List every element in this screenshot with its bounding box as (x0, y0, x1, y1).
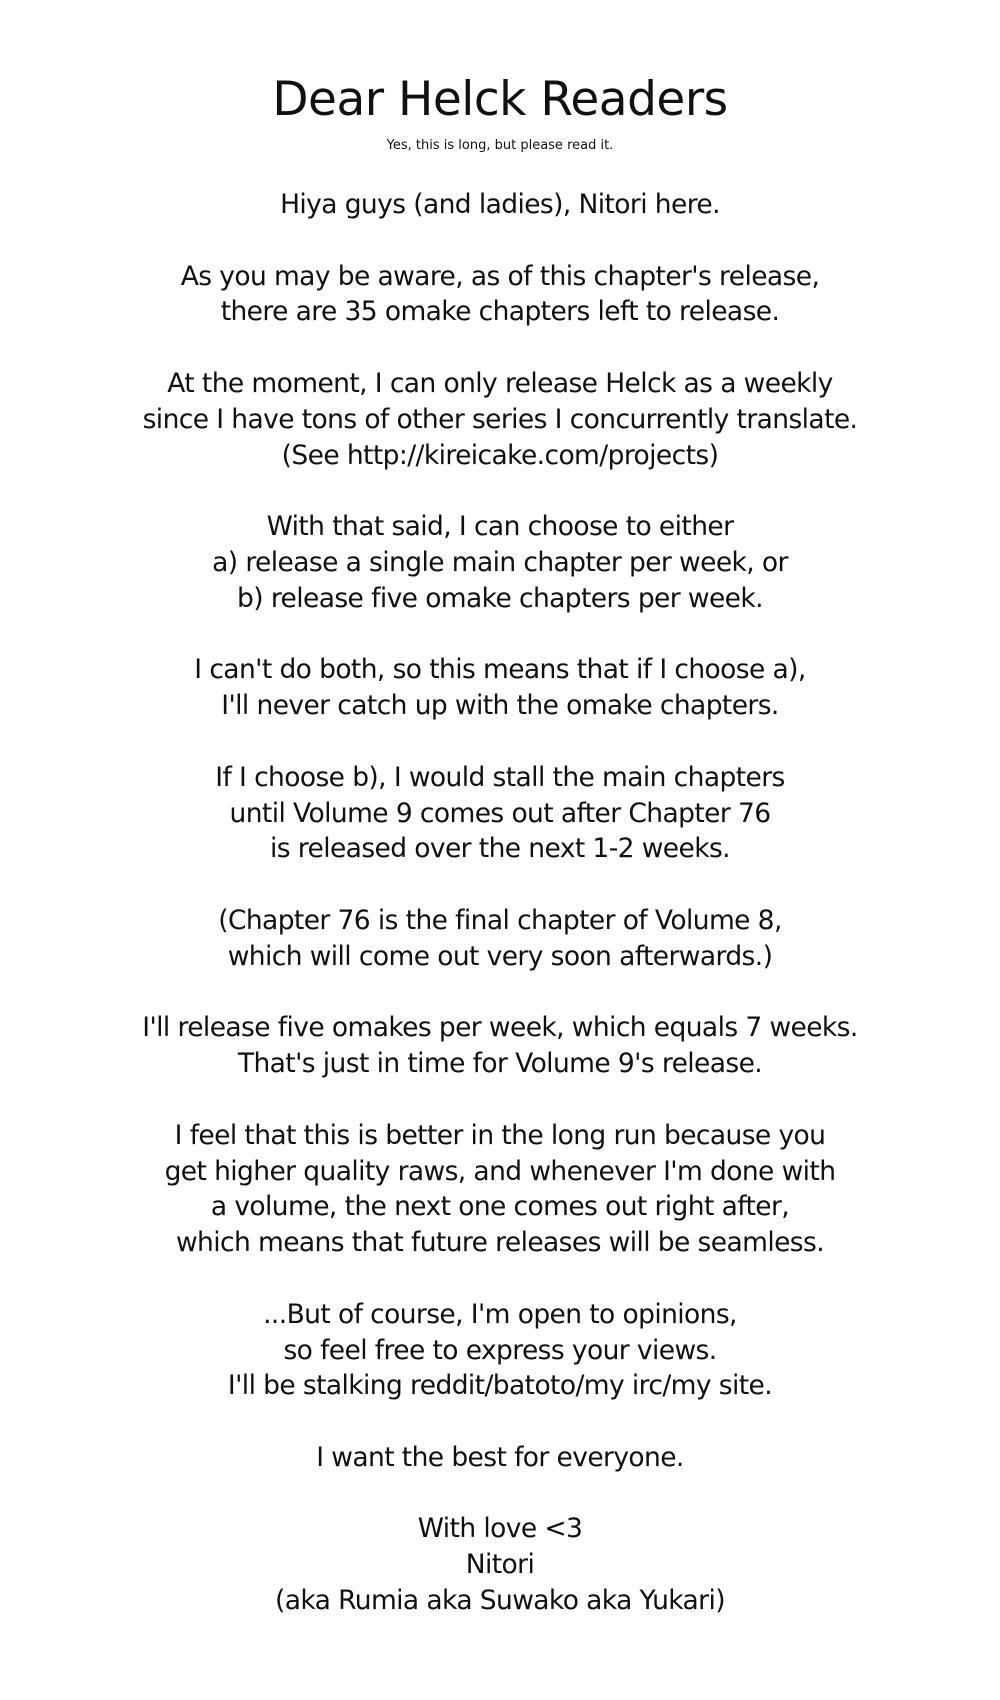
option-b: b) release five omake chapters per week. (237, 582, 763, 614)
text-line: is released over the next 1-2 weeks. (270, 833, 730, 865)
paragraph-best (0, 1440, 1000, 1476)
signature-aliases: (aka Rumia aka Suwako aka Yukari) (275, 1585, 725, 1617)
projects-link-text: (See http://kireicake.com/projects) (281, 439, 719, 471)
text-line: there are 35 omake chapters left to release. (220, 296, 780, 328)
text-line: I can't do both, so this means that if I choose a), (194, 654, 806, 686)
text-line: That's just in time for Volume 9's release. (237, 1048, 763, 1080)
paragraph-omake-count (0, 259, 1000, 331)
paragraph-options (0, 509, 1000, 616)
text-line: (Chapter 76 is the final chapter of Volume 8, (218, 904, 782, 936)
paragraph-schedule (0, 366, 1000, 473)
paragraph-reasoning (0, 1118, 1000, 1261)
text-line: so feel free to express your views. (283, 1334, 717, 1366)
paragraph-decision (0, 1010, 1000, 1082)
text-line: a volume, the next one comes out right after, (210, 1191, 790, 1223)
paragraph-cant-do-both (0, 652, 1000, 724)
paragraph-greeting (0, 187, 1000, 223)
text-line: With that said, I can choose to either (266, 511, 734, 543)
text-line: I'll be stalking reddit/batoto/my irc/my site. (227, 1370, 773, 1402)
page-title: Dear Helck Readers (272, 72, 728, 127)
text-line: I feel that this is better in the long run because you (174, 1119, 826, 1151)
text-line: I'll release five omakes per week, which equals 7 weeks. (142, 1012, 858, 1044)
text-line: If I choose b), I would stall the main chapters (215, 761, 785, 793)
signature (0, 1511, 1000, 1618)
text-line: get higher quality raws, and whenever I'm done with (164, 1155, 836, 1187)
text-line: which means that future releases will be seamless. (175, 1227, 825, 1259)
text-line: I'll never catch up with the omake chapters. (221, 690, 779, 722)
letter-body (0, 187, 1000, 1655)
text-line: I want the best for everyone. (316, 1441, 684, 1473)
paragraph-chapter-76 (0, 903, 1000, 975)
closing-line: With love <3 (417, 1513, 583, 1545)
text-line: At the moment, I can only release Helck as a weekly (167, 367, 833, 399)
paragraph-opinions (0, 1297, 1000, 1404)
option-a: a) release a single main chapter per week, or (212, 546, 788, 578)
text-line: until Volume 9 comes out after Chapter 76 (229, 797, 771, 829)
text-line: As you may be aware, as of this chapter's release, (180, 260, 820, 292)
text-line: Hiya guys (and ladies), Nitori here. (280, 189, 720, 220)
paragraph-choose-b (0, 760, 1000, 867)
page-subtitle: Yes, this is long, but please read it. (386, 138, 614, 153)
text-line: ...But of course, I'm open to opinions, (263, 1298, 737, 1330)
signature-name: Nitori (465, 1549, 535, 1581)
text-line: which will come out very soon afterwards.) (227, 940, 773, 972)
text-line: since I have tons of other series I concurrently translate. (142, 403, 858, 435)
